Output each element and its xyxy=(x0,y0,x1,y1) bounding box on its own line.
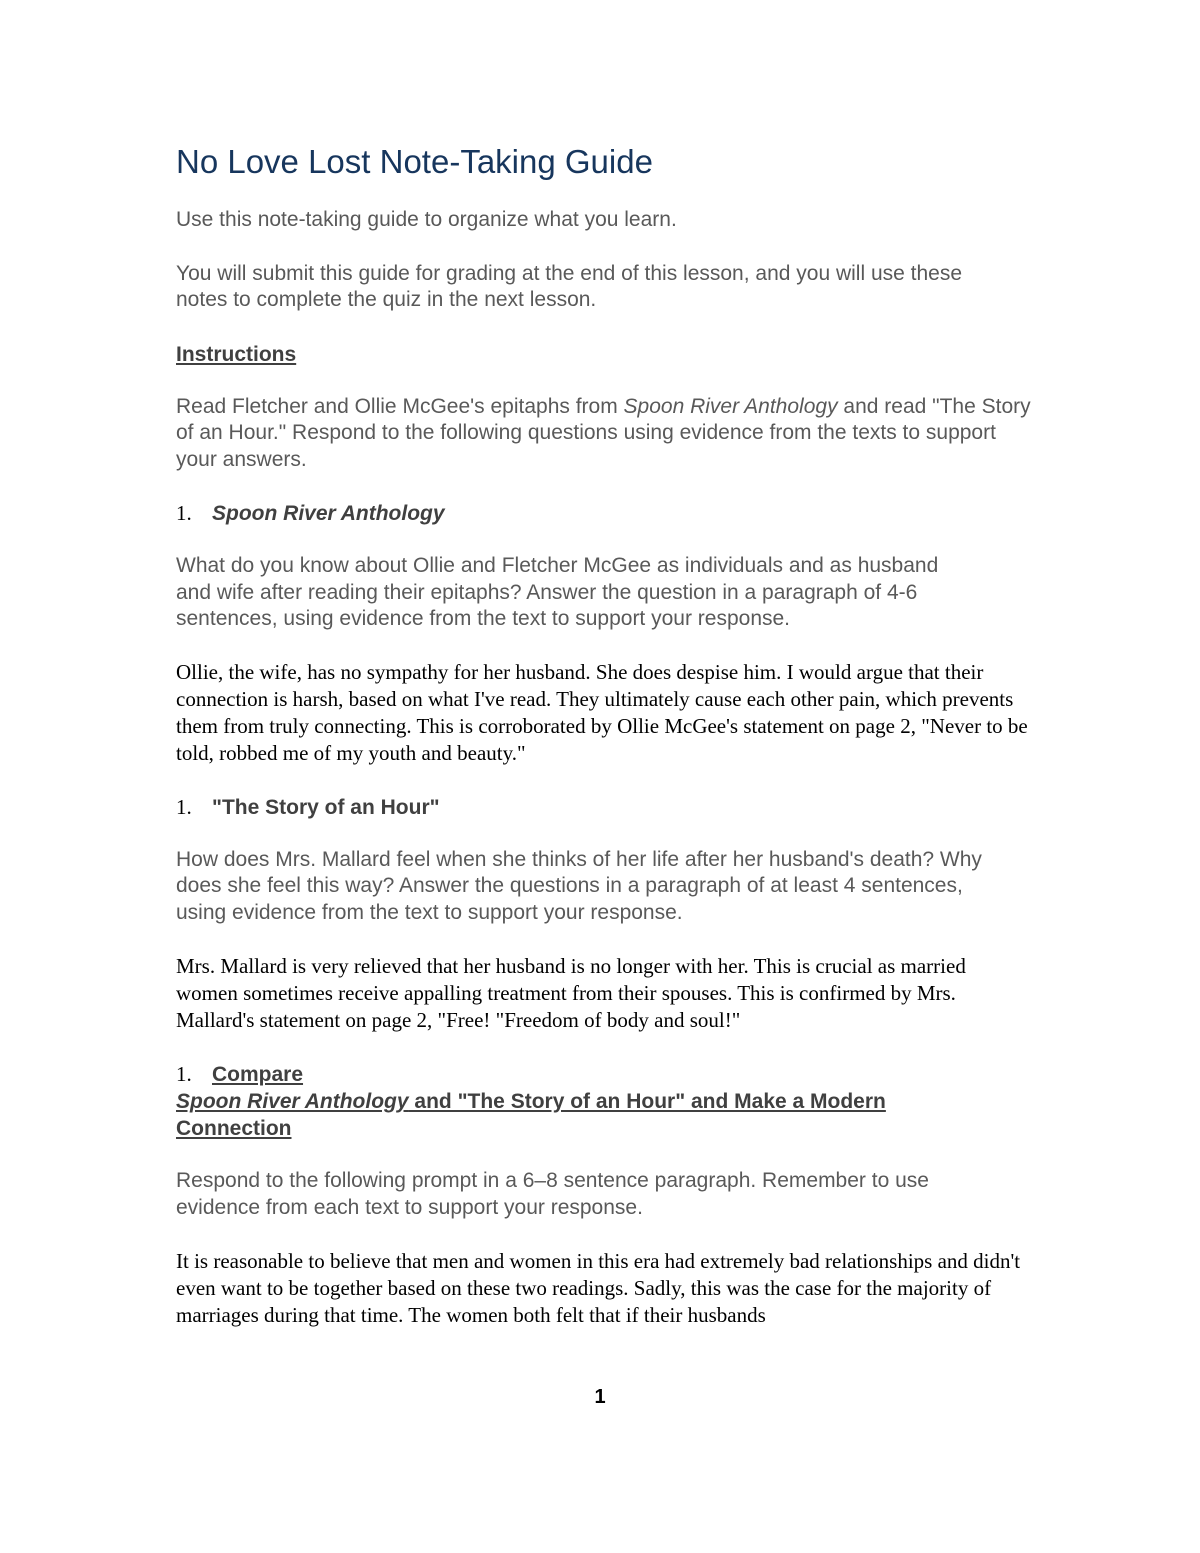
instructions-heading: Instructions xyxy=(176,342,297,366)
section-1-heading xyxy=(176,500,1036,527)
section-2-title: "The Story of an Hour" xyxy=(212,795,440,819)
section-1-title: Spoon River Anthology xyxy=(212,502,445,525)
instructions-text-pre: Read Fletcher and Ollie McGee's epitaphs from xyxy=(176,394,624,418)
section-3-heading xyxy=(176,1061,1036,1088)
instructions-text xyxy=(176,394,1036,474)
instructions-text-post: and read "The Story of an Hour." Respond to the following questions using evidence from the texts to support your answers. xyxy=(176,394,1031,471)
section-3-title-rest xyxy=(176,1088,996,1142)
section-3-prompt: Respond to the following prompt in a 6–8 sentence paragraph. Remember to use evidence from each text to support your response. xyxy=(176,1169,929,1219)
page-content xyxy=(176,140,1036,1329)
intro-paragraph-1: Use this note-taking guide to organize what you learn. xyxy=(176,208,677,231)
instructions-text-italic: Spoon River Anthology xyxy=(623,394,838,418)
section-2-number: 1. xyxy=(176,794,192,819)
section-3-answer: It is reasonable to believe that men and women in this era had extremely bad relationships and didn't even want to be together based on these two readings. Sadly, this was the case for the majority of marriages during that time. The women both felt that if their husbands xyxy=(176,1249,1021,1327)
section-3-number: 1. xyxy=(176,1062,192,1086)
section-1-answer: Ollie, the wife, has no sympathy for her husband. She does despise him. I would argue that their connection is harsh, based on what I've read. They ultimately cause each other pain, which prevents them from truly connecting. This is corroborated by Ollie McGee's statement on page 2, "Never to be told, robbed me of my youth and beauty." xyxy=(176,659,1028,765)
section-1-number: 1. xyxy=(176,501,192,525)
section-1-prompt: What do you know about Ollie and Fletcher McGee as individuals and as husband and wife after reading their epitaphs? Answer the question in a paragraph of 4-6 sentences, using evidence from the text to support your response. xyxy=(176,554,939,630)
section-2-heading xyxy=(176,794,1036,821)
intro-paragraph-2: You will submit this guide for grading at the end of this lesson, and you will use these notes to complete the quiz in the next lesson. xyxy=(176,261,963,311)
page-number: 1 xyxy=(594,1386,606,1408)
section-2-answer: Mrs. Mallard is very relieved that her husband is no longer with her. This is crucial as married women sometimes receive appalling treatment from their spouses. This is confirmed by Mrs. Mallard's statement on page 2, "Free! "Freedom of body and soul!" xyxy=(176,954,966,1032)
section-3-title-remaining: and "The Story of an Hour" and Make a Modern Connection xyxy=(176,1090,886,1140)
page-title: No Love Lost Note-Taking Guide xyxy=(176,143,653,180)
section-2-prompt: How does Mrs. Mallard feel when she thinks of her life after her husband's death? Why does she feel this way? Answer the questions in a paragraph of at least 4 sentences, using evidence from the text to support your response. xyxy=(176,847,982,924)
section-3-title-line1: Compare xyxy=(212,1063,304,1086)
section-3-title-italic: Spoon River Anthology xyxy=(176,1090,409,1113)
